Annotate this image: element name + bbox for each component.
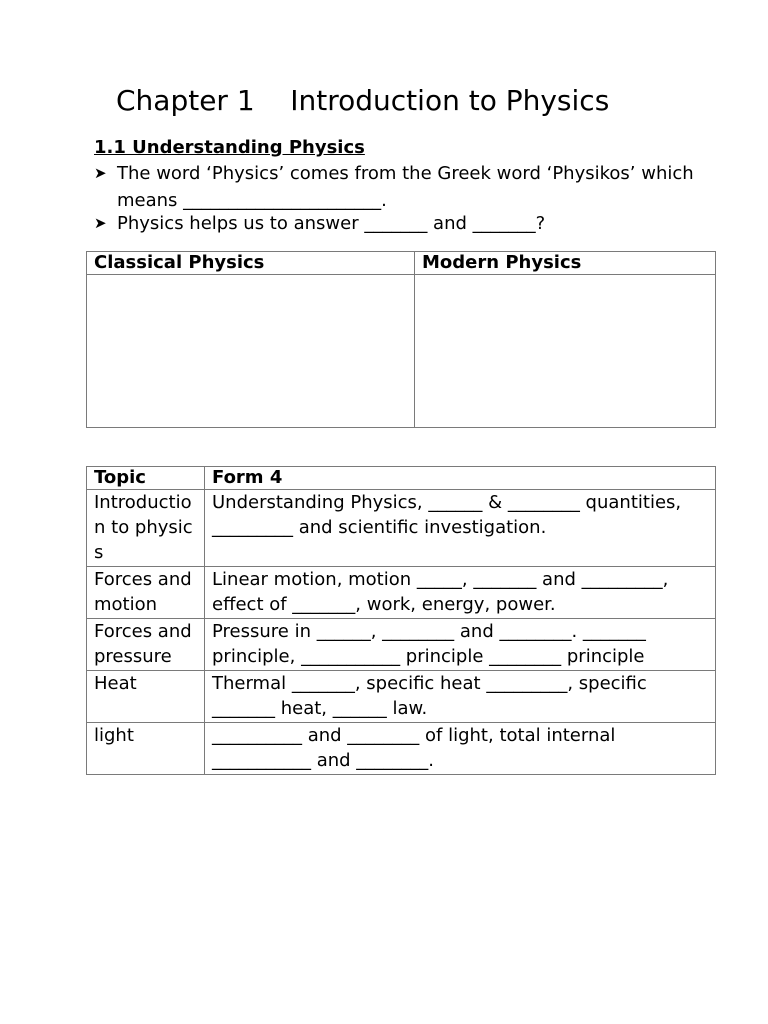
bullet-list xyxy=(94,160,714,237)
arrow-bullet-icon: ➤ xyxy=(94,164,107,182)
table-row xyxy=(87,275,716,428)
topic-cell: light xyxy=(87,723,205,775)
column-header-form-4: Form 4 xyxy=(205,467,716,490)
bullet-item xyxy=(94,210,714,237)
content-cell: __________ and ________ of light, total internal ___________ and ________. xyxy=(205,723,716,775)
bullet-text: Physics helps us to answer _______ and _______? xyxy=(117,213,546,234)
bullet-item xyxy=(94,160,714,214)
arrow-bullet-icon: ➤ xyxy=(94,214,107,232)
syllabus-table xyxy=(86,466,716,775)
modern-physics-answer-cell xyxy=(415,275,716,428)
bullet-text: The word ‘Physics’ comes from the Greek word ‘Physikos’ which means ______________________. xyxy=(117,163,694,211)
table-row xyxy=(87,723,716,775)
table-row xyxy=(87,619,716,671)
table-row xyxy=(87,671,716,723)
table-row xyxy=(87,567,716,619)
content-cell: Linear motion, motion _____, _______ and _________, effect of _______, work, energy, power. xyxy=(205,567,716,619)
table-row xyxy=(87,490,716,567)
column-header-modern-physics: Modern Physics xyxy=(415,252,716,275)
section-heading: 1.1 Understanding Physics xyxy=(94,137,365,158)
topic-cell: Introduction to physics xyxy=(87,490,205,567)
topic-cell: Forces and motion xyxy=(87,567,205,619)
content-cell: Pressure in ______, ________ and ________. _______ principle, ___________ principle ________ principle xyxy=(205,619,716,671)
column-header-topic: Topic xyxy=(87,467,205,490)
page-title: Chapter 1 Introduction to Physics xyxy=(116,84,610,117)
comparison-table xyxy=(86,251,716,428)
content-cell: Understanding Physics, ______ & ________ quantities, _________ and scientific investigation. xyxy=(205,490,716,567)
table-header-row xyxy=(87,252,716,275)
content-cell: Thermal _______, specific heat _________, specific _______ heat, ______ law. xyxy=(205,671,716,723)
classical-physics-answer-cell xyxy=(87,275,415,428)
topic-cell: Heat xyxy=(87,671,205,723)
topic-cell: Forces and pressure xyxy=(87,619,205,671)
table-header-row xyxy=(87,467,716,490)
column-header-classical-physics: Classical Physics xyxy=(87,252,415,275)
